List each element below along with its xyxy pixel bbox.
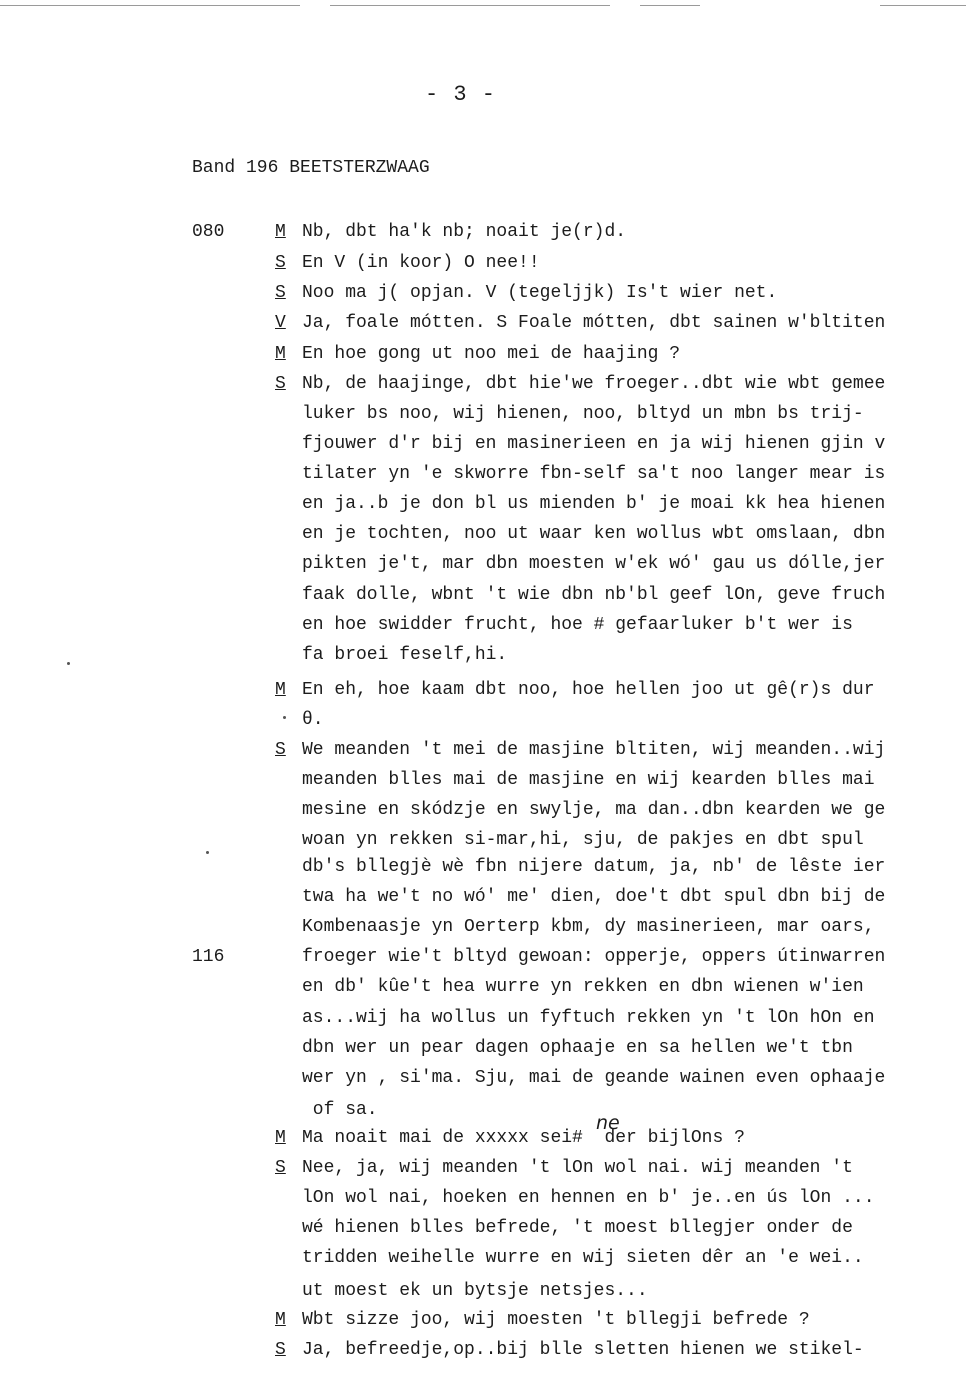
transcript-line: En V (in koor) O nee!!: [302, 253, 540, 273]
transcript-line: luker bs noo, wij hienen, noo, bltyd un mbn bs trij-: [302, 404, 864, 424]
transcript-line: en je tochten, noo ut waar ken wollus wbt omslaan, dbn: [302, 524, 886, 544]
transcript-line: Ma noait mai de xxxxx sei# der bijlOns ?: [302, 1128, 745, 1148]
transcript-line: of sa.: [302, 1100, 378, 1120]
speaker-label: S: [275, 1158, 286, 1178]
top-rule: [330, 5, 610, 6]
transcript-line: θ.: [302, 710, 324, 730]
transcript-line: mesine en skódzje en swylje, ma dan..dbn kearden we ge: [302, 800, 886, 820]
transcript-line: Kombenaasje yn Oerterp kbm, dy masinerieen, mar oars,: [302, 917, 875, 937]
transcript-line: en ja..b je don bl us mienden b' je moai kk hea hienen: [302, 494, 886, 514]
transcript-line: Ja, foale mótten. S Foale mótten, dbt sainen w'bltiten: [302, 313, 886, 333]
speaker-label: S: [275, 374, 286, 394]
transcript-line: tridden weihelle wurre en wij sieten dêr an 'e wei..: [302, 1248, 864, 1268]
transcript-line: woan yn rekken si-mar,hi, sju, de pakjes en dbt spul: [302, 830, 864, 850]
top-rule: [0, 5, 300, 6]
transcript-line: wer yn , si'ma. Sju, mai de geande wainen even ophaaje: [302, 1068, 886, 1088]
transcript-line: Noo ma j( opjan. V (tegeljjk) Is't wier net.: [302, 283, 778, 303]
page-header: Band 196 BEETSTERZWAAG: [192, 158, 430, 178]
transcript-line: faak dolle, wbnt 't wie dbn nb'bl geef lOn, geve fruch: [302, 585, 886, 605]
speaker-label: S: [275, 1340, 286, 1360]
top-rule: [640, 5, 700, 6]
speck: [206, 851, 209, 854]
transcript-line: fjouwer d'r bij en masinerieen en ja wij hienen gjin v: [302, 434, 886, 454]
transcript-line: tilater yn 'e skworre fbn-self sa't noo langer mear is: [302, 464, 886, 484]
speaker-label: M: [275, 680, 286, 700]
speaker-label: S: [275, 740, 286, 760]
top-rule: [880, 5, 966, 6]
speaker-label: M: [275, 1128, 286, 1148]
transcript-line: We meanden 't mei de masjine bltiten, wij meanden..wij: [302, 740, 886, 760]
speck: [283, 716, 286, 719]
transcript-line: dbn wer un pear dagen ophaaje en sa hellen we't tbn: [302, 1038, 853, 1058]
transcript-line: lOn wol nai, hoeken en hennen en b' je..en ús lOn ...: [302, 1188, 875, 1208]
timecode: 116: [192, 947, 225, 967]
transcript-line: Nb, de haajinge, dbt hie'we froeger..dbt wie wbt gemee: [302, 374, 886, 394]
transcript-line: en db' kûe't hea wurre yn rekken en dbn wienen w'ien: [302, 977, 864, 997]
transcript-line: meanden blles mai de masjine en wij kearden blles mai: [302, 770, 875, 790]
speaker-label: V: [275, 313, 286, 333]
transcript-line: db's bllegjè wè fbn nijere datum, ja, nb' de lêste ier: [302, 857, 886, 877]
transcript-line: Nb, dbt ha'k nb; noait je(r)d.: [302, 222, 627, 242]
transcript-line: ut moest ek un bytsje netsjes...: [302, 1281, 648, 1301]
transcript-line: twa ha we't no wó' me' dien, doe't dbt spul dbn bij de: [302, 887, 886, 907]
transcript-line: En hoe gong ut noo mei de haajing ?: [302, 344, 681, 364]
speaker-label: S: [275, 283, 286, 303]
transcript-line: Nee, ja, wij meanden 't lOn wol nai. wij meanden 't: [302, 1158, 853, 1178]
timecode: 080: [192, 222, 225, 242]
transcript-line: froeger wie't bltyd gewoan: opperje, oppers útinwarren: [302, 947, 886, 967]
transcript-line: En eh, hoe kaam dbt noo, hoe hellen joo ut gê(r)s dur: [302, 680, 875, 700]
transcript-line: Wbt sizze joo, wij moesten 't bllegji befrede ?: [302, 1310, 810, 1330]
speck: [67, 662, 70, 665]
transcript-line: pikten je't, mar dbn moesten w'ek wó' gau us dólle,jer: [302, 554, 886, 574]
transcript-line: en hoe swidder frucht, hoe # gefaarluker b't wer is: [302, 615, 853, 635]
speaker-label: M: [275, 1310, 286, 1330]
speaker-label: M: [275, 222, 286, 242]
transcript-line: as...wij ha wollus un fyftuch rekken yn 't lOn hOn en: [302, 1008, 875, 1028]
transcript-line: fa broei feself,hi.: [302, 645, 508, 665]
speaker-label: M: [275, 344, 286, 364]
transcript-line: wé hienen blles befrede, 't moest bllegjer onder de: [302, 1218, 853, 1238]
speaker-label: S: [275, 253, 286, 273]
page-number: - 3 -: [425, 82, 497, 107]
insertion-mark: ne: [596, 1112, 620, 1134]
transcript-line: Ja, befreedje,op..bij blle sletten hienen we stikel-: [302, 1340, 864, 1360]
